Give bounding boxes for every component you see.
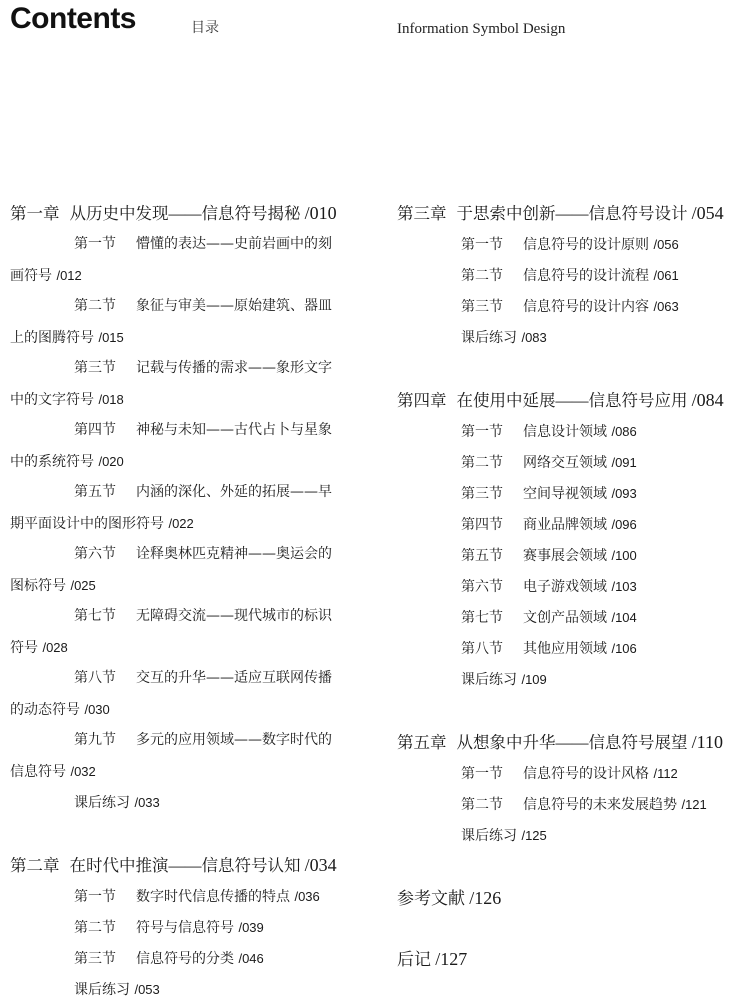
toc-entry[interactable]: 第四节 商业品牌领域 /096 [461,517,637,533]
toc-exercise[interactable]: 课后练习 /033 [74,795,160,811]
toc-entry[interactable]: 第三节 记载与传播的需求——象形文字 中的文字符号 /018 [10,360,332,408]
toc-exercise[interactable]: 课后练习 /053 [74,982,160,998]
toc-entry[interactable]: 第二节 符号与信息符号 /039 [74,920,264,936]
toc-entry[interactable]: 第三节 空间导视领域 /093 [461,486,637,502]
toc-entry[interactable]: 第五节 赛事展会领域 /100 [461,548,637,564]
toc-entry[interactable]: 第一节 信息符号的设计风格 /112 [461,766,678,782]
toc-entry[interactable]: 第一节 懵懂的表达——史前岩画中的刻 画符号 /012 [10,236,332,284]
toc-afterword[interactable]: 后记 /127 [397,949,468,969]
toc-entry[interactable]: 第二节 象征与审美——原始建筑、器皿 上的图腾符号 /015 [10,298,332,346]
toc-entry[interactable]: 第四节 神秘与未知——古代占卜与星象 中的系统符号 /020 [10,422,332,470]
toc-left-column [10,198,372,1005]
toc-entry[interactable]: 第二节 信息符号的设计流程 /061 [461,268,679,284]
toc-entry[interactable]: 第一节 信息符号的设计原则 /056 [461,237,679,253]
toc-entry[interactable]: 第三节 信息符号的设计内容 /063 [461,299,679,315]
toc-entry[interactable]: 第二节 网络交互领域 /091 [461,455,637,471]
book-title: Information Symbol Design [397,21,566,37]
toc-entry[interactable]: 第九节 多元的应用领域——数字时代的 信息符号 /032 [10,732,332,780]
toc-entry[interactable]: 第六节 电子游戏领域 /103 [461,579,637,595]
toc-exercise[interactable]: 课后练习 /109 [461,672,547,688]
chapter-5-heading[interactable]: 第五章 从想象中升华——信息符号展望 /110 [397,732,723,752]
toc-entry[interactable]: 第一节 数字时代信息传播的特点 /036 [74,889,320,905]
toc-references[interactable]: 参考文献 /126 [397,888,502,908]
page-title: Contents [10,2,136,35]
toc-entry[interactable]: 第一节 信息设计领域 /086 [461,424,637,440]
toc-entry[interactable]: 第八节 交互的升华——适应互联网传播 的动态符号 /030 [10,670,332,718]
chapter-1-heading[interactable]: 第一章 从历史中发现——信息符号揭秘 /010 [10,203,337,223]
toc-entry[interactable]: 第二节 信息符号的未来发展趋势 /121 [461,797,707,813]
toc-exercise[interactable]: 课后练习 /125 [461,828,547,844]
page-title-chinese: 目录 [191,20,219,36]
toc-entry[interactable]: 第五节 内涵的深化、外延的拓展——早 期平面设计中的图形符号 /022 [10,484,332,532]
toc-entry[interactable]: 第七节 无障碍交流——现代城市的标识 符号 /028 [10,608,332,656]
toc-entry[interactable]: 第七节 文创产品领域 /104 [461,610,637,626]
chapter-2-heading[interactable]: 第二章 在时代中推演——信息符号认知 /034 [10,855,337,875]
toc-right-column [397,198,742,975]
chapter-3-heading[interactable]: 第三章 于思索中创新——信息符号设计 /054 [397,203,724,223]
toc-entry[interactable]: 第六节 诠释奥林匹克精神——奥运会的 图标符号 /025 [10,546,332,594]
toc-exercise[interactable]: 课后练习 /083 [461,330,547,346]
toc-entry[interactable]: 第三节 信息符号的分类 /046 [74,951,264,967]
chapter-4-heading[interactable]: 第四章 在使用中延展——信息符号应用 /084 [397,390,724,410]
toc-entry[interactable]: 第八节 其他应用领域 /106 [461,641,637,657]
